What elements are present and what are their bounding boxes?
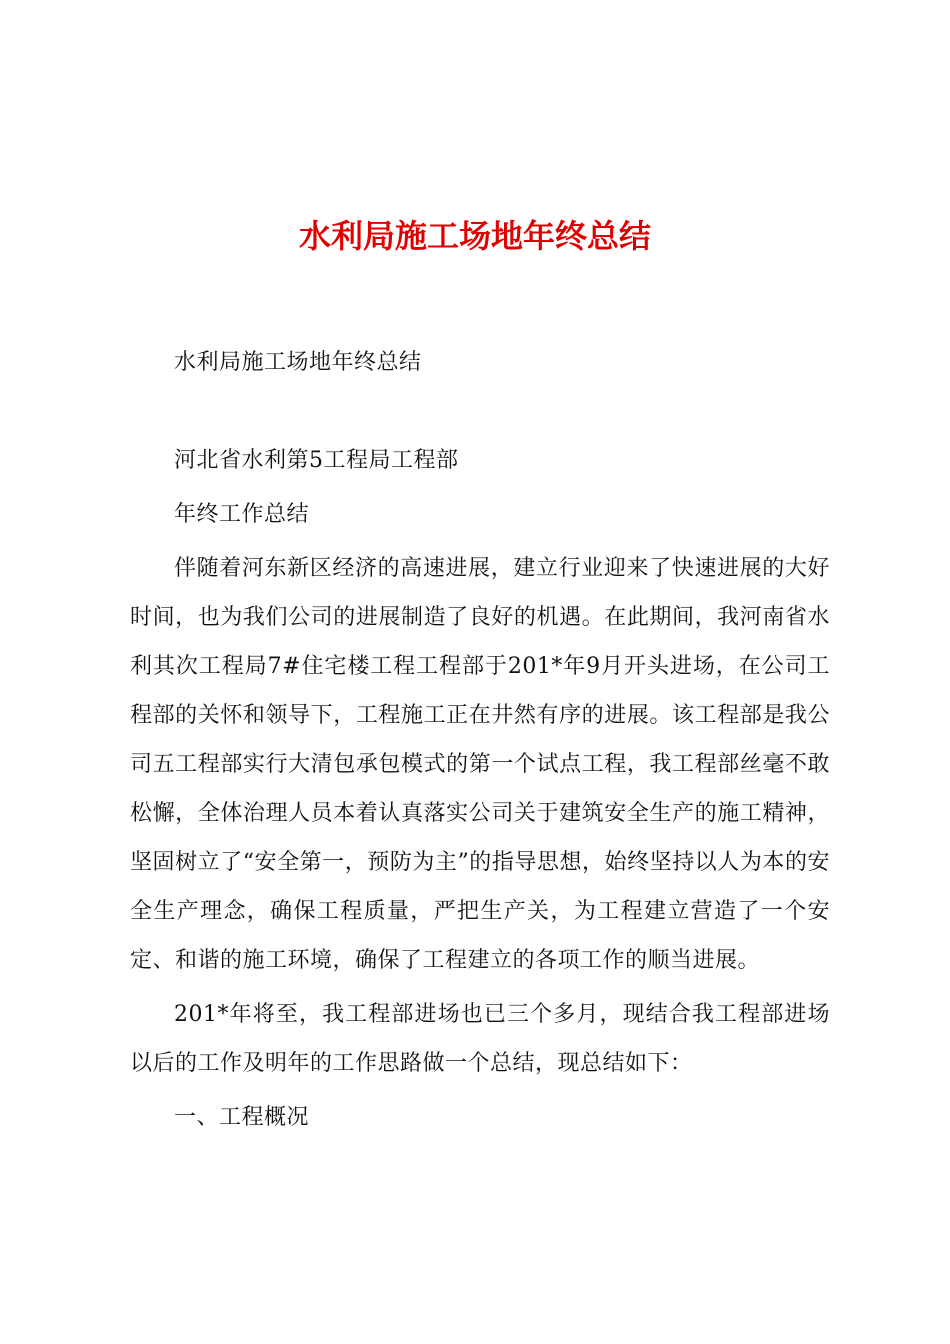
paragraph-2: 201*年将至，我工程部进场也已三个多月，现结合我工程部进场以后的工作及明年的工作思路做一个总结，现总结如下：	[130, 1002, 830, 1076]
document-title: 水利局施工场地年终总结	[298, 217, 651, 255]
subtitle-line: 水利局施工场地年终总结	[174, 350, 422, 375]
organization-line: 河北省水利第5工程局工程部	[174, 448, 459, 473]
document-body	[130, 338, 830, 1142]
paragraph-1: 伴随着河东新区经济的高速进展，建立行业迎来了快速进展的大好时间，也为我们公司的进展制造了良好的机遇。在此期间，我河南省水利其次工程局7#住宅楼工程工程部于201*年9月开头进场，在公司工程部的关怀和领导下，工程施工正在井然有序的进展。该工程部是我公司五工程部实行大清包承包模式的第一个试点工程，我工程部丝毫不敢松懈，全体治理人员本着认真落实公司关于建筑安全生产的施工精神，坚固树立了“安全第一，预防为主”的指导思想，始终坚持以人为本的安全生产理念，确保工程质量，严把生产关，为工程建立营造了一个安定、和谐的施工环境，确保了工程建立的各项工作的顺当进展。	[130, 556, 830, 973]
spacer	[130, 387, 830, 436]
section-heading-1: 一、工程概况	[174, 1105, 310, 1130]
report-name-line: 年终工作总结	[174, 502, 310, 527]
